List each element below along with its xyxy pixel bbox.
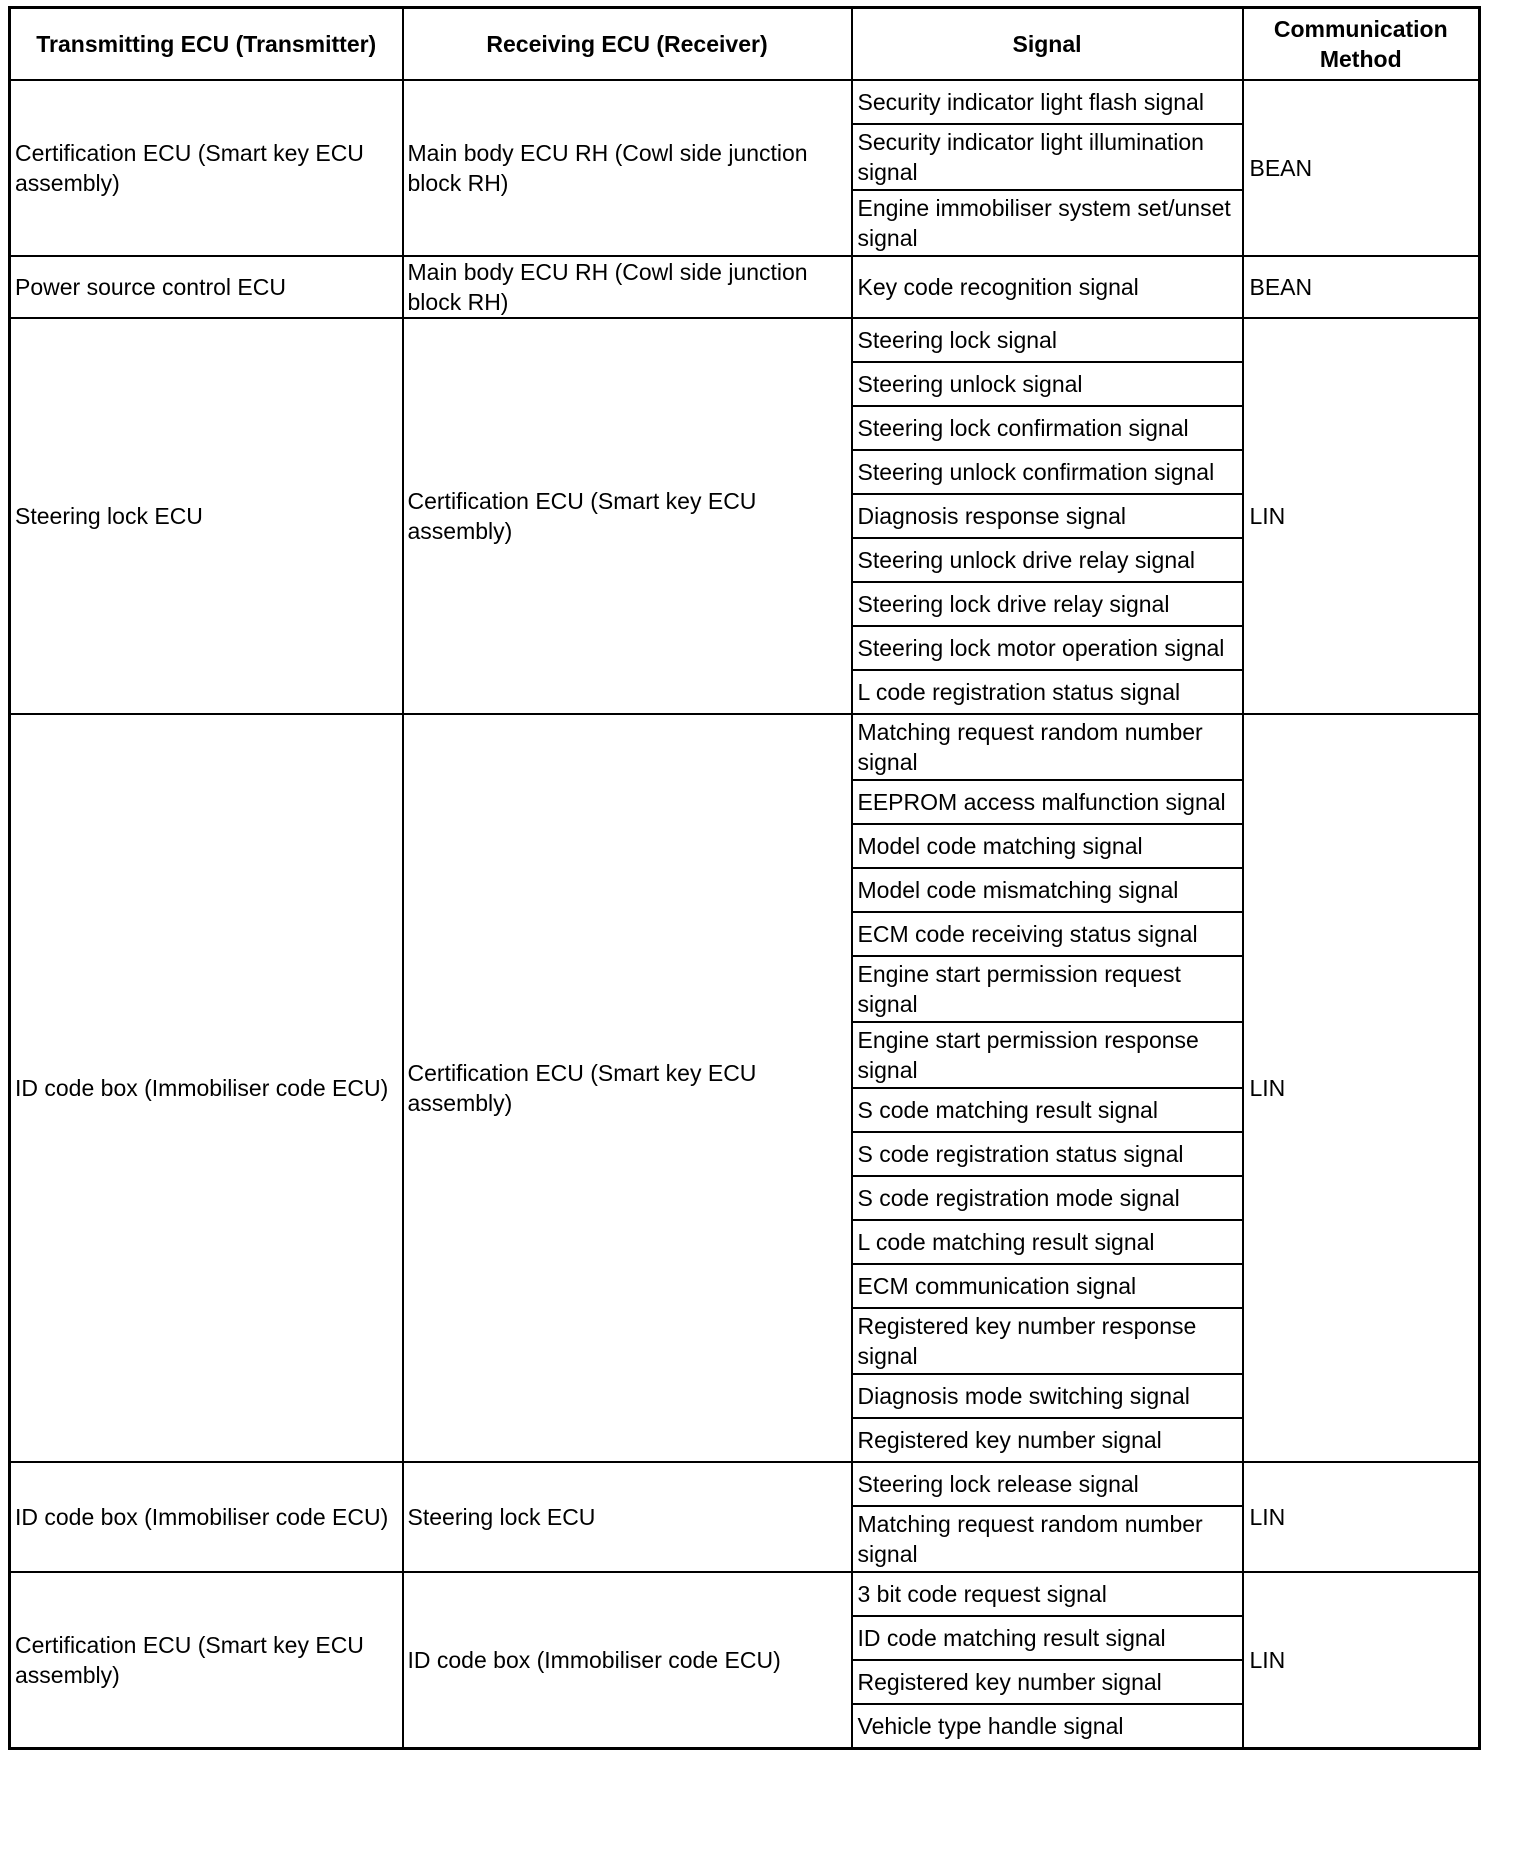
- header-method: Communication Method: [1243, 8, 1480, 81]
- transmitter-cell: Steering lock ECU: [10, 318, 403, 714]
- signal-cell: Vehicle type handle signal: [852, 1704, 1243, 1749]
- signal-cell: Security indicator light flash signal: [852, 80, 1243, 124]
- signal-cell: Steering lock drive relay signal: [852, 582, 1243, 626]
- signal-cell: Steering lock signal: [852, 318, 1243, 362]
- signal-cell: Engine start permission request signal: [852, 956, 1243, 1022]
- signal-cell: L code registration status signal: [852, 670, 1243, 714]
- signal-cell: S code registration mode signal: [852, 1176, 1243, 1220]
- signal-cell: EEPROM access malfunction signal: [852, 780, 1243, 824]
- signal-cell: ECM communication signal: [852, 1264, 1243, 1308]
- receiver-cell: Main body ECU RH (Cowl side junction block RH): [403, 256, 852, 318]
- table-row: [10, 80, 1480, 124]
- transmitter-cell: Power source control ECU: [10, 256, 403, 318]
- transmitter-cell: ID code box (Immobiliser code ECU): [10, 714, 403, 1462]
- ecu-communication-table: [8, 6, 1481, 1750]
- signal-cell: Steering unlock confirmation signal: [852, 450, 1243, 494]
- signal-cell: S code registration status signal: [852, 1132, 1243, 1176]
- method-cell: LIN: [1243, 1462, 1480, 1572]
- method-cell: LIN: [1243, 318, 1480, 714]
- signal-cell: Diagnosis response signal: [852, 494, 1243, 538]
- signal-cell: Registered key number response signal: [852, 1308, 1243, 1374]
- table-body: [10, 80, 1480, 1749]
- signal-cell: Registered key number signal: [852, 1418, 1243, 1462]
- signal-cell: Steering unlock drive relay signal: [852, 538, 1243, 582]
- transmitter-cell: Certification ECU (Smart key ECU assembly): [10, 80, 403, 256]
- signal-cell: 3 bit code request signal: [852, 1572, 1243, 1616]
- signal-cell: S code matching result signal: [852, 1088, 1243, 1132]
- signal-cell: ID code matching result signal: [852, 1616, 1243, 1660]
- table-row: [10, 1572, 1480, 1616]
- method-cell: LIN: [1243, 714, 1480, 1462]
- table-row: [10, 714, 1480, 780]
- signal-cell: Matching request random number signal: [852, 1506, 1243, 1572]
- signal-cell: L code matching result signal: [852, 1220, 1243, 1264]
- table-row: [10, 318, 1480, 362]
- signal-cell: Model code mismatching signal: [852, 868, 1243, 912]
- signal-cell: Engine immobiliser system set/unset signal: [852, 190, 1243, 256]
- receiver-cell: Steering lock ECU: [403, 1462, 852, 1572]
- communication-table-page: [8, 6, 1478, 1750]
- table-row: [10, 1462, 1480, 1506]
- method-cell: BEAN: [1243, 256, 1480, 318]
- header-receiver: Receiving ECU (Receiver): [403, 8, 852, 81]
- signal-cell: Matching request random number signal: [852, 714, 1243, 780]
- receiver-cell: Certification ECU (Smart key ECU assembly): [403, 318, 852, 714]
- table-row: [10, 256, 1480, 318]
- signal-cell: Diagnosis mode switching signal: [852, 1374, 1243, 1418]
- signal-cell: Model code matching signal: [852, 824, 1243, 868]
- header-signal: Signal: [852, 8, 1243, 81]
- signal-cell: Steering lock release signal: [852, 1462, 1243, 1506]
- method-cell: BEAN: [1243, 80, 1480, 256]
- header-row: [10, 8, 1480, 81]
- signal-cell: Steering unlock signal: [852, 362, 1243, 406]
- signal-cell: ECM code receiving status signal: [852, 912, 1243, 956]
- header-transmitter: Transmitting ECU (Transmitter): [10, 8, 403, 81]
- receiver-cell: Certification ECU (Smart key ECU assembly): [403, 714, 852, 1462]
- signal-cell: Steering lock motor operation signal: [852, 626, 1243, 670]
- signal-cell: Security indicator light illumination signal: [852, 124, 1243, 190]
- method-cell: LIN: [1243, 1572, 1480, 1749]
- transmitter-cell: ID code box (Immobiliser code ECU): [10, 1462, 403, 1572]
- receiver-cell: Main body ECU RH (Cowl side junction block RH): [403, 80, 852, 256]
- signal-cell: Registered key number signal: [852, 1660, 1243, 1704]
- transmitter-cell: Certification ECU (Smart key ECU assembly): [10, 1572, 403, 1749]
- receiver-cell: ID code box (Immobiliser code ECU): [403, 1572, 852, 1749]
- signal-cell: Key code recognition signal: [852, 256, 1243, 318]
- signal-cell: Engine start permission response signal: [852, 1022, 1243, 1088]
- signal-cell: Steering lock confirmation signal: [852, 406, 1243, 450]
